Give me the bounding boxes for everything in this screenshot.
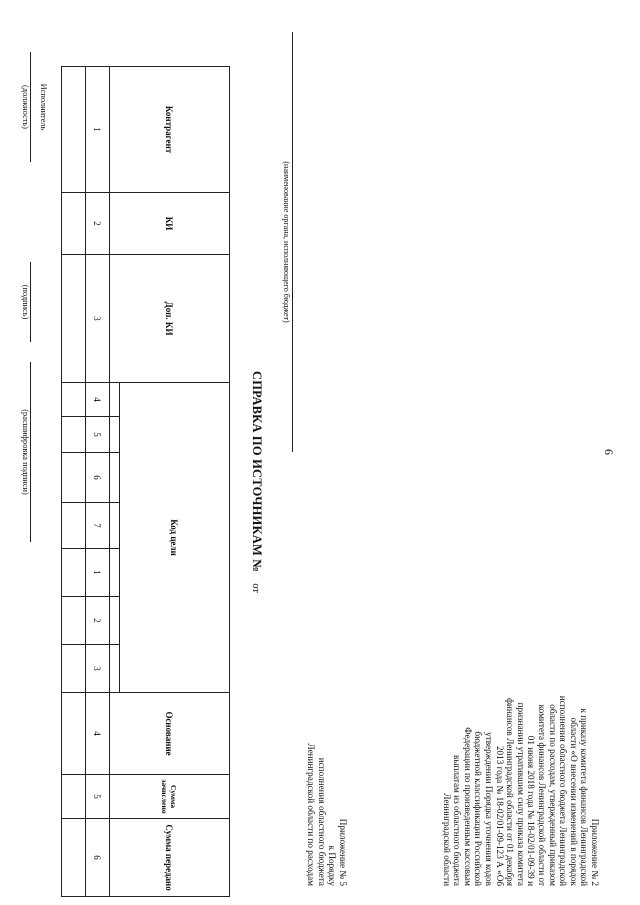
target-subcell [110,549,120,597]
header-sum-credited: Сумма зачислено [110,775,230,819]
column-number: 1 [86,549,110,597]
appendix5-line: Ленинградской области по расходам [306,743,317,886]
executor-position [21,52,48,162]
empty-data-row [62,67,86,897]
table-cell [62,775,86,819]
column-number: 6 [86,819,110,897]
table-cell [62,645,86,693]
title-main: СПРАВКА ПО ИСТОЧНИКАМ № [250,370,264,573]
appendix-5-header [306,570,348,886]
rotated-sheet [0,12,620,892]
position-caption: (должность) [21,85,30,129]
column-number: 3 [86,645,110,693]
appendix-line: исполнения областного бюджета Ленинградской [558,695,569,886]
document-title [249,132,264,832]
target-subcell [110,503,120,549]
column-number-row [86,67,110,897]
column-number: 1 [86,67,110,193]
header-target-code: Код цели [120,383,230,693]
target-subcell [110,383,120,417]
appendix-line: выплатам из областного бюджета [452,754,463,886]
appendix-line: области по расходам, утвержденный приказом [547,704,558,886]
appendix-line: утверждении Порядка уточнения кодов [484,732,495,886]
header-dop-ki: Доп. КИ [110,255,230,383]
header-ki: КИ [110,193,230,255]
appendix-line: признании утратившим силу приказа комитета [515,702,526,886]
table-cell [62,597,86,645]
column-number: 7 [86,503,110,549]
column-number: 5 [86,775,110,819]
executor-label: Исполнитель [39,83,48,131]
position-line [30,52,31,162]
table-cell [62,383,86,417]
appendix5-line: Приложение № 5 [338,818,348,886]
appendix-line: Приложение № 2 [590,818,600,886]
table-cell [62,503,86,549]
signature-field [21,262,48,342]
header-sum-transferred: Сумма передано [110,819,230,897]
appendix-line: 01 июня 2018 года № 18-02/01-09-39 и [526,735,537,886]
decode-line [30,362,31,542]
column-number: 4 [86,693,110,775]
target-subcell [110,453,120,503]
org-name-line [292,32,293,452]
header-basis: Основание [110,693,230,775]
signature-block [18,52,48,852]
target-subcell [110,417,120,453]
appendix-line: финансов Ленинградской области от 01 декабря [505,697,516,886]
column-number: 2 [86,193,110,255]
column-number: 2 [86,597,110,645]
decode-caption: (расшифровка подписи) [21,409,30,495]
appendix-line: области «О внесении изменений в порядок [568,717,579,886]
table-cell [62,693,86,775]
signature-decode-field [21,362,48,542]
target-subcell [110,597,120,645]
appendix5-line: исполнения областного бюджета [316,757,327,886]
header-row [120,67,230,897]
column-number: 4 [86,383,110,417]
org-name-caption: (наименование органа, исполняющего бюджет) [282,161,291,323]
table-cell [62,67,86,193]
table-cell [62,453,86,503]
appendix5-line: к Порядку [327,845,338,886]
appendix-line: бюджетной классификации Российской [473,731,484,886]
table-cell [62,193,86,255]
table-cell [62,819,86,897]
signature-caption: (подпись) [21,284,30,320]
table-cell [62,549,86,597]
column-number: 6 [86,453,110,503]
appendix-line: Федерации по произведенным кассовым [462,727,473,886]
page-number: 6 [602,449,616,455]
signature-line [30,262,31,342]
table-cell [62,417,86,453]
sources-table [61,66,230,897]
appendix-line: 2013 года № 18-02/01-09-123 А «Об [494,745,505,886]
header-contractor: Контрагент [110,67,230,193]
appendix-line: Ленинградской области [441,793,452,886]
appendix-line: комитета финансов Ленинградской области от [537,704,548,886]
column-number: 3 [86,255,110,383]
target-subcell [110,645,120,693]
appendix-2-header [441,570,600,886]
appendix-line: к приказу комитета финансов Ленинградской [579,708,590,886]
table-cell [62,255,86,383]
title-date-word: от [250,583,261,594]
column-number: 5 [86,417,110,453]
